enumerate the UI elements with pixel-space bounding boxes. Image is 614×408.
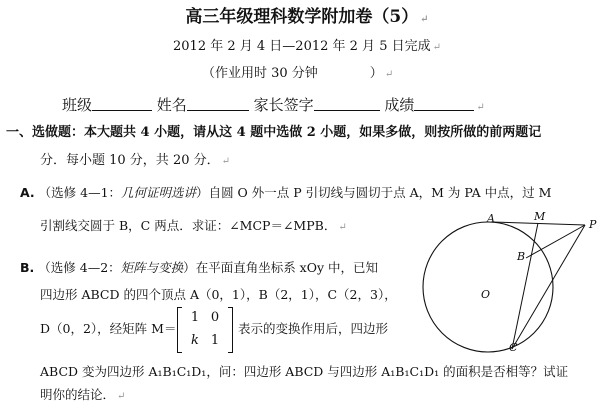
date-range: 2012 年 2 月 4 日—2012 年 2 月 5 日完成 ↵: [173, 39, 441, 54]
circle-o: [423, 222, 553, 352]
score-label: 成绩: [384, 96, 415, 114]
student-info-row: 班级 姓名 家长签字 成绩 ↵: [62, 96, 485, 114]
matrix-a22: 1: [210, 333, 220, 348]
matrix-a11: 1: [190, 310, 200, 325]
question-b-line1: B. （选修 4—2：矩阵与变换）在平面直角坐标系 xOy 中，已知: [20, 260, 378, 275]
score-blank[interactable]: [414, 96, 474, 111]
matrix-right-bracket: [228, 307, 233, 353]
question-b-line3-post: 表示的变换作用后，四边形: [238, 321, 389, 336]
point-a-label: A: [487, 212, 495, 225]
secant-line-mc: [512, 223, 538, 349]
section-heading-line2: 分．每小题 10 分，共 20 分． ↵: [40, 153, 231, 168]
point-b-label: B: [517, 250, 526, 263]
name-label: 姓名: [156, 96, 187, 114]
parent-sign-blank[interactable]: [314, 96, 380, 111]
question-b-line2: 四边形 ABCD 的四个顶点 A（0，1），B（2，1），C（2，3），: [40, 287, 397, 302]
section-heading-line1: 一、选做题：本大题共 4 小题，请从这 4 题中选做 2 小题，如果多做，则按所做的前两题记: [6, 125, 542, 140]
class-blank[interactable]: [92, 96, 152, 111]
class-label: 班级: [62, 96, 93, 114]
point-p-label: P: [589, 218, 597, 231]
parent-sign-label: 家长签字: [253, 96, 314, 114]
point-m-label: M: [534, 210, 546, 223]
point-c-label: C: [509, 341, 518, 354]
question-a-label: A.: [20, 185, 35, 200]
question-a-line1: A. （选修 4—1：几何证明选讲）自圆 O 外一点 P 引切线与圆切于点 A，M 为 PA 中点，过 M: [20, 185, 552, 200]
geometry-figure: [400, 212, 610, 362]
transformation-matrix: [177, 307, 233, 353]
point-o-label: O: [481, 288, 491, 301]
matrix-a12: 0: [210, 310, 220, 325]
question-b-line4: ABCD 变为四边形 A₁B₁C₁D₁，问：四边形 ABCD 与四边形 A₁B₁C₁D₁ 的面积是否相等？试证: [40, 364, 569, 379]
question-b-line3-pre: D（0，2），经矩阵 M＝: [40, 321, 177, 336]
name-blank[interactable]: [187, 96, 249, 111]
matrix-a21: k: [191, 333, 199, 348]
question-b-label: B.: [20, 260, 35, 275]
page-title: 高三年级理科数学附加卷（5） ↵: [185, 7, 429, 27]
matrix-left-bracket: [177, 307, 182, 353]
time-note: （作业用时 30 分钟 ） ↵: [202, 66, 394, 81]
line-pc: [512, 225, 585, 349]
question-b-line5: 明你的结论． ↵: [40, 387, 126, 402]
question-a-line2: 引割线交圆于 B，C 两点．求证：∠MCP＝∠MPB． ↵: [40, 218, 347, 233]
